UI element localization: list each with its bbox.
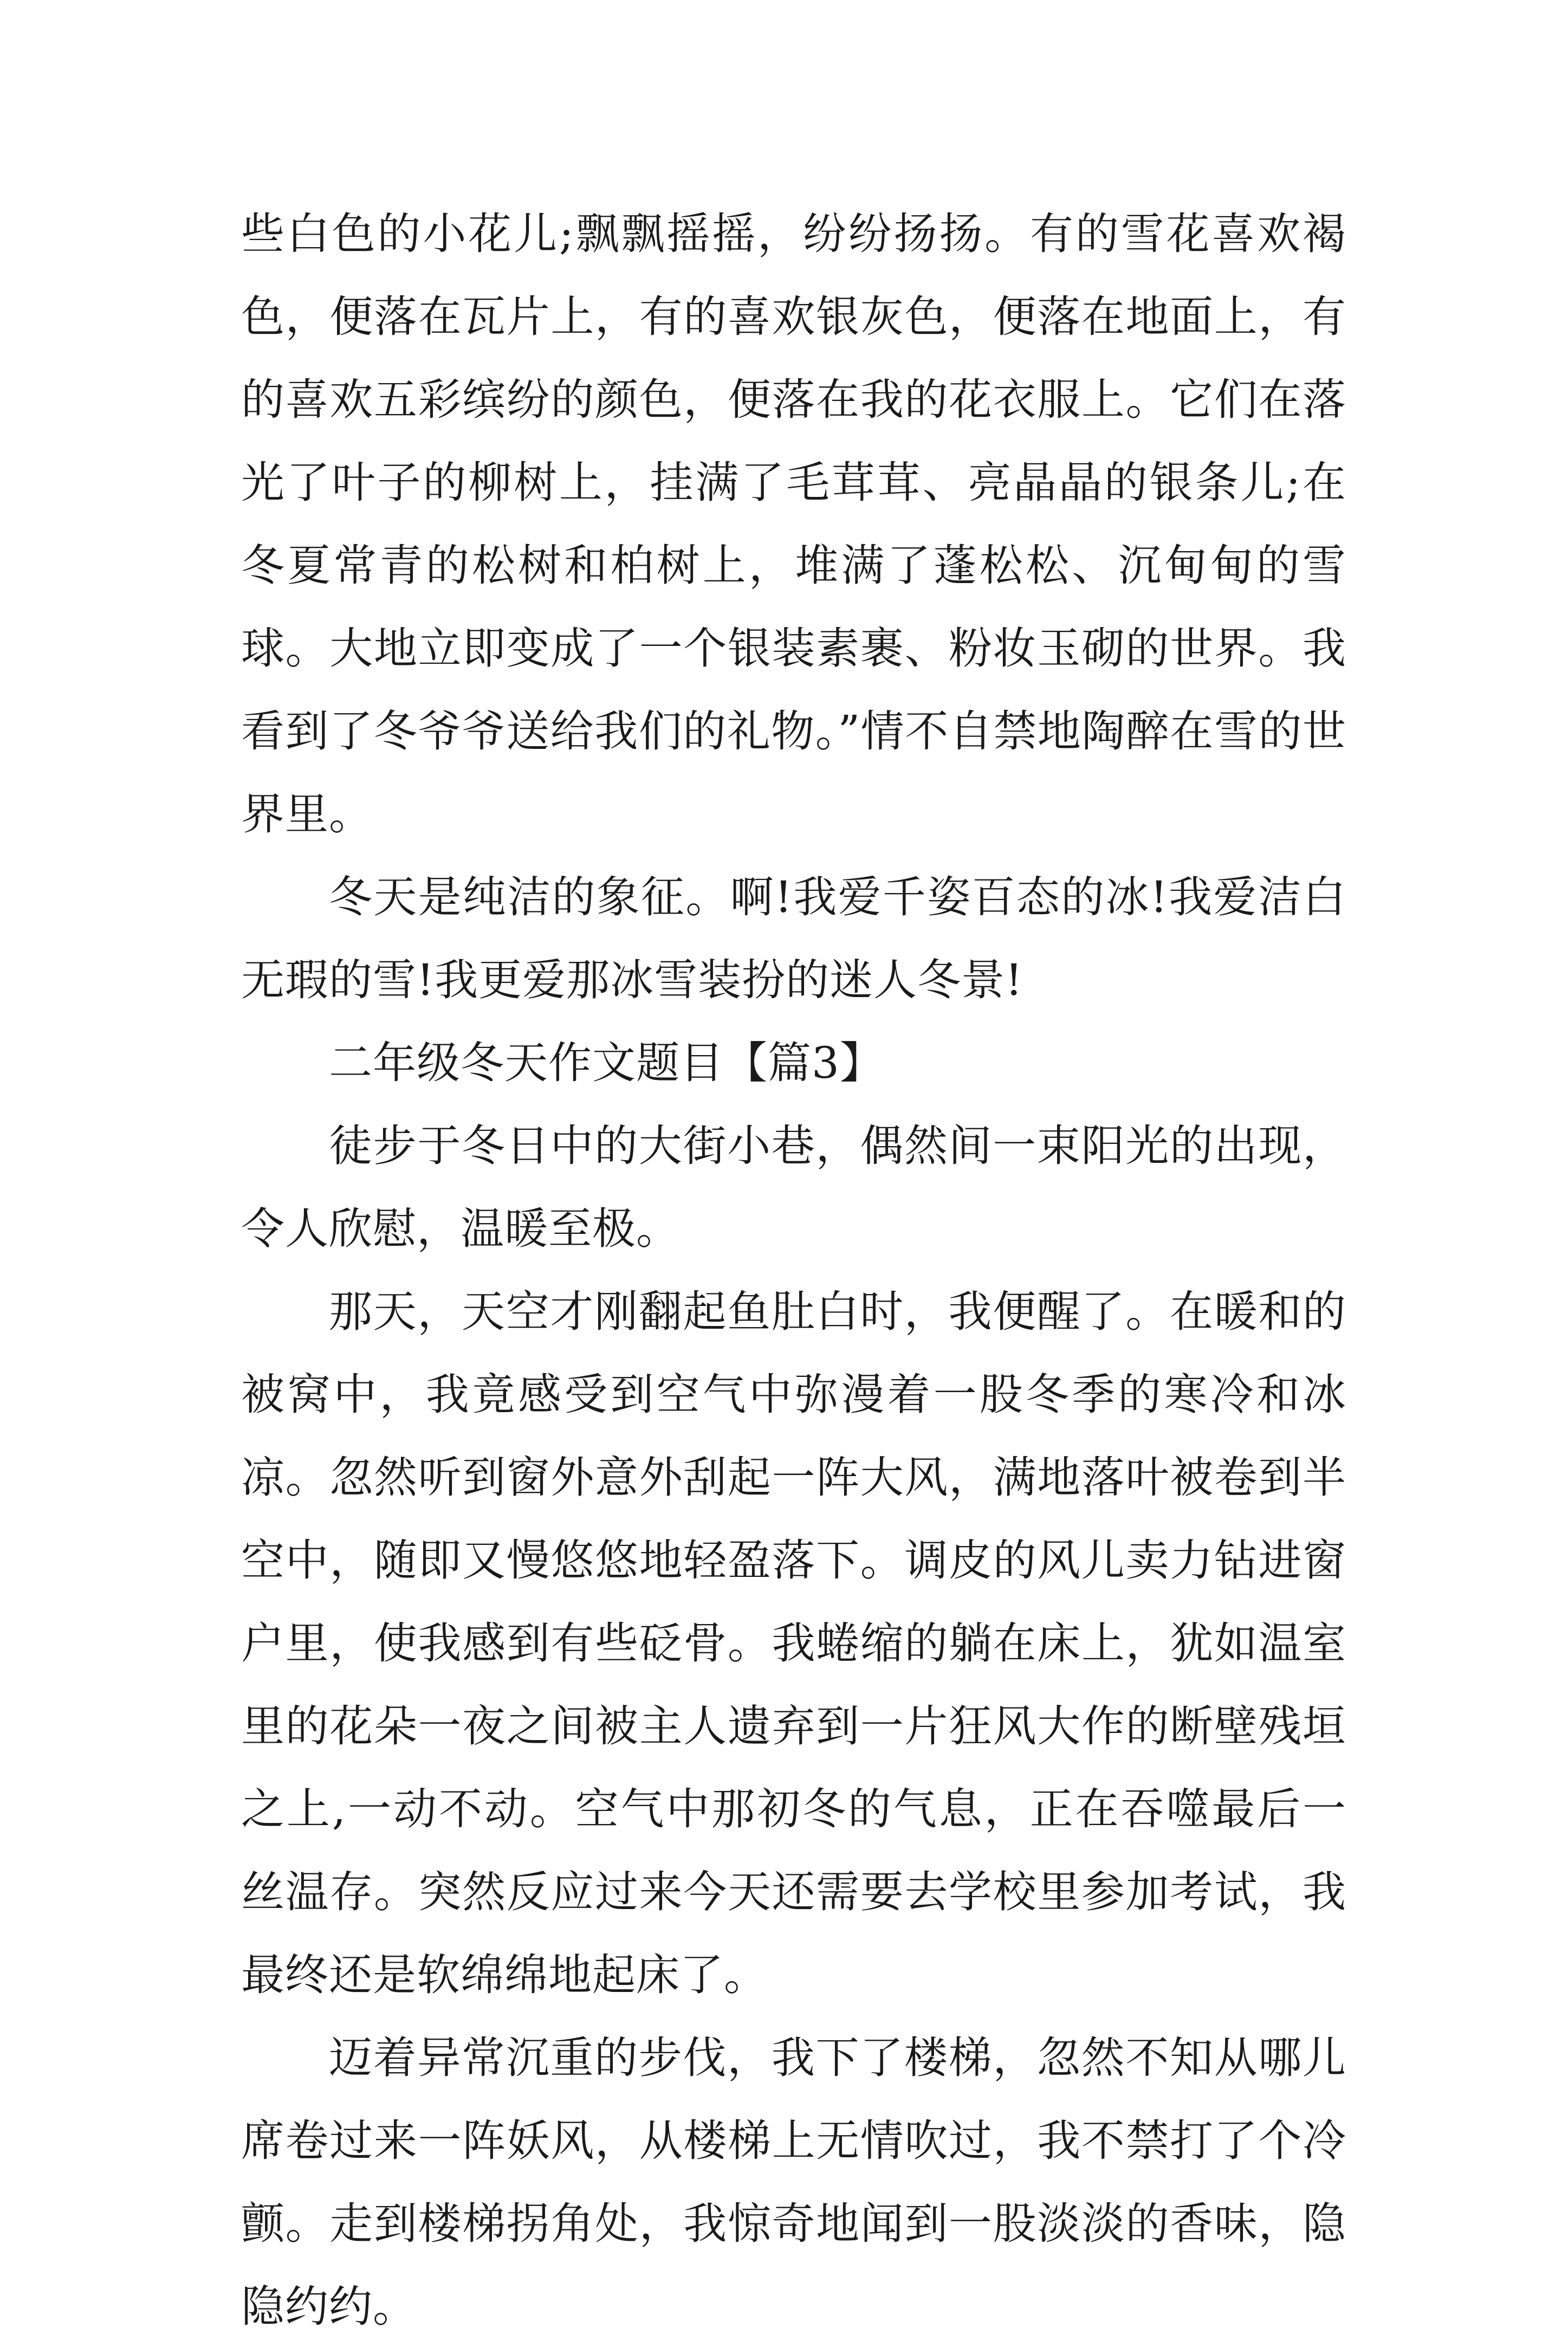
paragraph-continuation: 些白色的小花儿;飘飘摇摇，纷纷扬扬。有的雪花喜欢褐色，便落在瓦片上，有的喜欢银灰色，便落在地面上，有的喜欢五彩缤纷的颜色，便落在我的花衣服上。它们在落光了叶子的柳树上，挂满了毛茸茸、亮晶晶的银条儿;在冬夏常青的松树和柏树上，堆满了蓬松松、沉甸甸的雪球。大地立即变成了一个银装素裹、粉妆玉砌的世界。我看到了冬爷爷送给我们的礼物。”情不自禁地陶醉在雪的世界里。 xyxy=(241,209,1346,839)
paragraph: 迈着异常沉重的步伐，我下了楼梯，忽然不知从哪儿席卷过来一阵妖风，从楼梯上无情吹过，我不禁打了个冷颤。走到楼梯拐角处，我惊奇地闻到一股淡淡的香味，隐隐约约。 xyxy=(241,2033,1346,2332)
paragraph: 徒步于冬日中的大街小巷，偶然间一束阳光的出现，令人欣慰，温暖至极。 xyxy=(241,1121,1346,1254)
document-body xyxy=(241,192,1346,2348)
paragraph: 那天，天空才刚翻起鱼肚白时，我便醒了。在暖和的被窝中，我竟感受到空气中弥漫着一股冬季的寒冷和冰凉。忽然听到窗外意外刮起一阵大风，满地落叶被卷到半空中，随即又慢悠悠地轻盈落下。调皮的风儿卖力钻进窗户里，使我感到有些砭骨。我蜷缩的躺在床上，犹如温室里的花朵一夜之间被主人遗弃到一片狂风大作的断壁残垣之上,一动不动。空气中那初冬的气息，正在吞噬最后一丝温存。突然反应过来今天还需要去学校里参加考试，我最终还是软绵绵地起床了。 xyxy=(241,1286,1346,2000)
section-heading: 二年级冬天作文题目【篇3】 xyxy=(329,1038,884,1088)
paragraph: 冬天是纯洁的象征。啊!我爱千姿百态的冰!我爱洁白无瑕的雪!我更爱那冰雪装扮的迷人冬景! xyxy=(241,872,1346,1005)
